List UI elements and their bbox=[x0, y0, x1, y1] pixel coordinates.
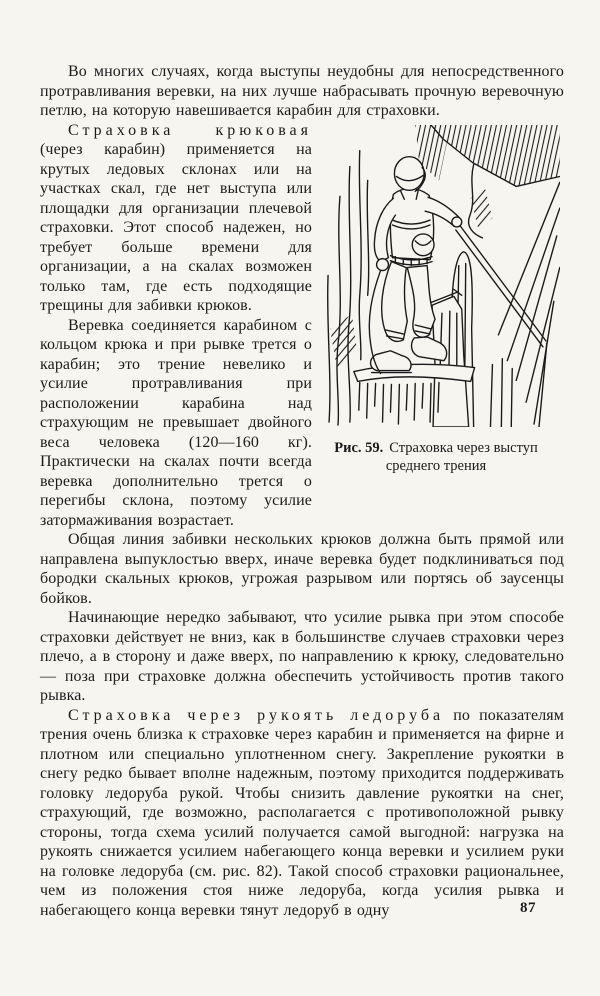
column-section bbox=[40, 121, 564, 531]
figure-caption-label: Рис. 59. bbox=[334, 439, 384, 456]
left-text-column bbox=[40, 121, 312, 531]
piton-line-paragraph: Общая линия забивки нескольких крюков должна быть прямой или направлена выпуклостью вверх, иначе веревка будет подклиниваться под бородки скальных крюков, угрожая разрывом или портясь об заусенцы бойков. bbox=[40, 531, 564, 607]
intro-paragraph: Во многих случаях, когда выступы неудобны для непосредственного протравливания веревки, на них лучше набрасывать прочную веревочную петлю, на которую навешивается карабин для страховки. bbox=[40, 63, 564, 119]
hook-belay-body: (через карабин) применяется на крутых ледовых склонах или на участках скал, где нет выступа или площадки для организации плечевой страховки. Этот способ надежен, но требует больше времени для организации, а на скалах возможен только там, где есть подходящие трещины для забивки крюков. bbox=[40, 141, 312, 314]
climber-belay-illustration bbox=[312, 125, 560, 427]
rock-hatch-top bbox=[431, 125, 560, 186]
hook-belay-paragraph bbox=[40, 121, 312, 316]
iceaxe-belay-term: Страховка через рукоять ледоруба bbox=[68, 706, 445, 724]
figure-59 bbox=[312, 121, 560, 475]
hook-belay-term: Страховка крюковая bbox=[68, 121, 312, 139]
figure-caption-text: Страховка через выступ среднего трения bbox=[385, 439, 538, 474]
iceaxe-belay-body: по показателям трения очень близка к страховке через карабин и применяется на фирне и плотном или специально уплотненном снегу. Закрепление рукоятки в снегу редко бывает вполне надежным, поэтому приходится поддерживать головку ледоруба рукой. Чтобы снизить давление рукоятки на снег, страхующий, где возможно, располагается с противоположной рывку стороны, тогда схема усилий получается самой выгодной: нагрузка на рукоять снижается усилием набегающего конца веревки и усилием руки на головке ледоруба (см. рис. 82). Такой способ страховки рациональнее, чем из положения стоя ниже ледоруба, когда усилия рывка и набегающего конца веревки тянут ледоруб в одну bbox=[40, 706, 564, 919]
iceaxe-belay-paragraph bbox=[40, 706, 564, 921]
figure-caption bbox=[312, 439, 560, 475]
page-content bbox=[40, 62, 564, 920]
rope-carabiner-paragraph: Веревка соединяется карабином с кольцом крюка и при рывке трется о карабин; это трение невелико и усилие протравливания при расположении карабина над страхующим не превышает двойного веса человека (120—160 кг). Практически на скалах почти всегда веревка дополнительно трется о перегибы склона, поэтому усилие затормаживания возрастает. bbox=[40, 316, 312, 529]
beginners-paragraph: Начинающие нередко забывают, что усилие рывка при этом способе страховки действует не вниз, как в большинстве случаев страховки через плечо, а в сторону и даже вверх, по направлению к крюку, следовательно — поза при страховке должна обеспечить устойчивость против такого рывка. bbox=[40, 609, 564, 704]
page-number: 87 bbox=[520, 900, 536, 916]
